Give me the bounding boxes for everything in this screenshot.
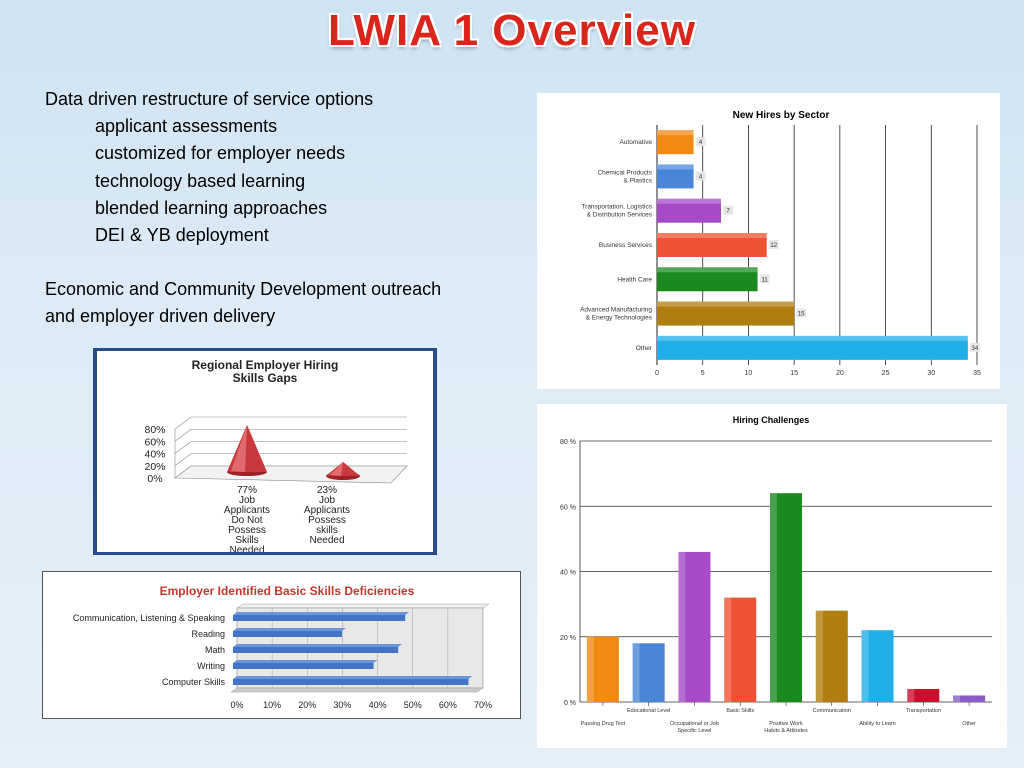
x-tick-label: Specific Level xyxy=(677,728,712,734)
bullet-sub: blended learning approaches xyxy=(95,197,328,218)
bar-highlight xyxy=(633,643,640,702)
grid-line xyxy=(175,417,191,429)
x-tick-label: 40% xyxy=(368,700,387,710)
x-tick-label: Educational Level xyxy=(626,708,671,714)
plot-floor xyxy=(231,688,483,692)
x-tick-label: Transportation xyxy=(905,708,941,714)
data-label: 4 xyxy=(698,174,703,181)
category-label: 77% xyxy=(236,485,258,496)
x-tick-label: Ability to Learn xyxy=(859,721,896,727)
bar-highlight xyxy=(657,130,694,135)
category-label: Possess xyxy=(308,515,346,526)
x-tick-label: 35 xyxy=(973,370,981,377)
slide-title: LWIA 1 Overview xyxy=(328,6,696,55)
category-label: Transportation, Logistics xyxy=(581,203,652,211)
bar-highlight xyxy=(657,233,767,238)
y-tick-label: 80 % xyxy=(560,439,576,446)
x-tick-label: 25 xyxy=(881,370,890,377)
category-label: Job xyxy=(318,495,336,506)
category-label: Applicants xyxy=(223,505,271,516)
chart-title: Regional Employer Hiring xyxy=(191,358,339,372)
bar-highlight xyxy=(862,630,869,702)
x-tick-label: Habits & Attitudes xyxy=(764,728,808,734)
bar-highlight xyxy=(657,336,968,341)
x-tick-label: Occupational or Job xyxy=(669,721,719,727)
bar-highlight xyxy=(724,598,731,702)
category-label: Other xyxy=(635,344,652,352)
x-tick-label: 70% xyxy=(473,700,493,710)
category-label: Skills xyxy=(235,535,259,546)
x-tick-label: Positive Work xyxy=(769,721,803,727)
chart-title: Hiring Challenges xyxy=(732,415,810,425)
bar-top xyxy=(233,660,378,663)
skills-gaps-chart-frame xyxy=(93,348,437,555)
bullet-main-2-cont: and employer driven delivery xyxy=(45,306,276,327)
y-tick-label: 60 % xyxy=(560,504,576,512)
category-label: Communication, Listening & Speaking xyxy=(72,613,225,623)
y-tick-label: 0% xyxy=(147,473,163,485)
category-label: Needed xyxy=(309,535,345,546)
bar-highlight xyxy=(587,637,594,702)
category-label: Math xyxy=(204,645,225,655)
x-tick-label: 0% xyxy=(230,700,244,710)
cone-highlight xyxy=(231,425,247,472)
x-tick-label: 10 xyxy=(744,370,753,377)
bar xyxy=(233,679,468,685)
bar-highlight xyxy=(907,689,914,702)
plot-floor xyxy=(175,466,407,483)
chart-title: Skills Gaps xyxy=(232,371,298,385)
bar-highlight xyxy=(678,552,685,702)
hiring-challenges-chart-panel xyxy=(537,404,1007,748)
bullet-sub: DEI & YB deployment xyxy=(95,225,269,246)
bar xyxy=(233,663,374,669)
bar-highlight xyxy=(657,164,694,169)
x-tick-label: Other xyxy=(962,721,976,727)
bar-highlight xyxy=(953,695,960,702)
category-label: Job xyxy=(238,495,256,506)
y-tick-label: 40 % xyxy=(560,569,576,577)
data-label: 15 xyxy=(797,311,805,318)
chart-title: Employer Identified Basic Skills Deficiencies xyxy=(159,584,415,598)
x-tick-label: 10% xyxy=(263,700,282,710)
new-hires-chart-panel xyxy=(537,93,1000,389)
x-tick-label: 0 xyxy=(655,370,659,377)
bullet-list xyxy=(45,86,441,331)
category-label: Business Services xyxy=(598,242,652,249)
new-hires-chart xyxy=(537,93,1000,389)
category-label: Chemical Products xyxy=(597,169,652,177)
x-tick-label: 20% xyxy=(298,700,317,710)
bar xyxy=(233,647,398,653)
y-tick-label: 80% xyxy=(144,424,166,436)
bullet-sub: technology based learning xyxy=(95,170,306,191)
bar-top xyxy=(233,644,402,647)
skills-deficiencies-chart xyxy=(43,572,520,718)
skills-deficiencies-chart-panel xyxy=(42,571,521,719)
y-tick-label: 40% xyxy=(144,448,166,461)
y-tick-label: 20 % xyxy=(560,634,576,642)
bar-highlight xyxy=(816,611,823,702)
x-tick-label: 30% xyxy=(333,700,352,710)
x-tick-label: 15 xyxy=(790,370,799,377)
skills-gaps-chart xyxy=(97,351,433,552)
category-label: Reading xyxy=(191,629,225,639)
bar-highlight xyxy=(770,493,777,702)
x-tick-label: Communication xyxy=(812,708,851,714)
x-tick-label: Basic Skills xyxy=(726,708,755,714)
plot-back xyxy=(237,604,489,608)
bullet-main-1: Data driven restructure of service options xyxy=(45,89,374,109)
cone xyxy=(227,425,267,472)
category-label: Possess xyxy=(228,525,266,536)
category-label: Health Care xyxy=(617,276,652,284)
bar xyxy=(233,631,342,637)
bullet-sub: customized for employer needs xyxy=(95,143,346,164)
category-label: Writing xyxy=(197,661,225,671)
bar xyxy=(233,615,405,621)
bar-top xyxy=(233,676,472,679)
x-tick-label: 30 xyxy=(927,370,936,377)
data-label: 7 xyxy=(726,208,730,215)
x-tick-label: 50% xyxy=(403,700,422,710)
category-label: & Distribution Services xyxy=(586,211,652,219)
data-label: 34 xyxy=(971,345,979,352)
bullet-main-2: Economic and Community Development outreach xyxy=(45,279,442,300)
y-tick-label: 60% xyxy=(144,436,166,449)
x-tick-label: 20 xyxy=(835,370,844,377)
chart-title: New Hires by Sector xyxy=(732,110,830,121)
bar-highlight xyxy=(657,199,721,204)
y-tick-label: 20% xyxy=(144,460,166,473)
x-tick-label: 60% xyxy=(438,700,457,710)
category-label: Computer Skills xyxy=(161,677,225,687)
bar-highlight xyxy=(657,302,794,307)
x-tick-label: 5 xyxy=(700,370,705,377)
grid-line xyxy=(175,429,191,441)
data-label: 12 xyxy=(770,243,778,249)
hiring-challenges-chart xyxy=(537,404,1007,748)
category-label: Applicants xyxy=(303,505,351,516)
bar-highlight xyxy=(657,267,758,272)
category-label: Needed xyxy=(229,545,265,552)
category-label: & Plastics xyxy=(623,177,652,185)
grid-line xyxy=(175,442,191,454)
data-label: 4 xyxy=(698,140,703,147)
y-tick-label: 0 % xyxy=(563,700,576,707)
category-label: skills xyxy=(316,525,338,536)
bullet-sub: applicant assessments xyxy=(95,116,278,137)
category-label: Do Not xyxy=(231,515,263,526)
grid-line xyxy=(175,454,191,466)
category-label: 23% xyxy=(316,485,338,496)
data-label: 11 xyxy=(761,277,768,284)
bar-top xyxy=(233,628,346,631)
bar-top xyxy=(233,612,409,615)
category-label: & Energy Technologies xyxy=(585,314,652,322)
x-tick-label: Passing Drug Test xyxy=(580,721,626,727)
skills-gaps-chart-panel xyxy=(97,351,433,552)
category-label: Automative xyxy=(619,139,652,147)
category-label: Advanced Manufacturing xyxy=(580,306,652,314)
